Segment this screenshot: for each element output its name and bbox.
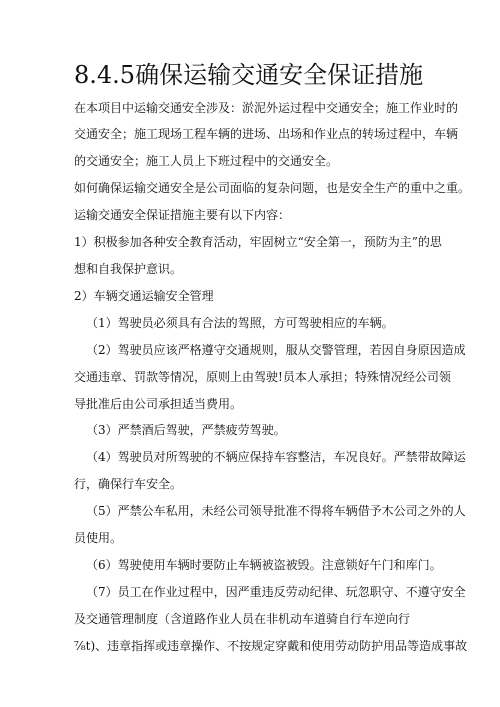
paragraph-line-6: 1）积极参加各种安全教育活动，牢固树立“安全第一，预防为主”的思 <box>74 235 442 249</box>
paragraph-line-1: 在本项目中运输交通安全涉及：淤泥外运过程中交通安全；施工作业时的 <box>74 101 459 115</box>
paragraph-line-7: 想和自我保护意识。 <box>74 262 183 276</box>
paragraph-line-10: （2）驾驶员应该严格遵守交通规则，服从交警管理，若因自身原因造成 <box>86 343 466 357</box>
paragraph-line-17: 员使用。 <box>74 531 123 545</box>
paragraph-line-21: ⅞t)、违章指挥或违章操作、不按规定穿戴和使用劳动防护用品等造成事故 <box>74 639 468 653</box>
paragraph-line-3: 的交通安全；施工人员上下班过程中的交通安全。 <box>74 154 339 168</box>
paragraph-line-19: （7）员工在作业过程中，因严重违反劳动纪律、玩忽职守、不遵守安全 <box>86 585 466 599</box>
paragraph-line-14: （4）驾驶员对所驾驶的不辆应保持车容整洁，车况良好。严禁带故障运 <box>86 450 466 464</box>
paragraph-line-20: 及交通管理制度（含道路作业人员在非机动车道骑自行车逆向行 <box>74 612 411 626</box>
paragraph-line-9: （1）驾驶员必须具有合法的驾照，方可驾驶相应的车辆。 <box>86 316 394 330</box>
paragraph-line-18: （6）驾驶使用车辆时要防止车辆被盗被毁。注意锁好午门和库门。 <box>86 558 442 572</box>
paragraph-line-5: 运输交通安全保证措施主要有以下内容： <box>74 208 291 222</box>
section-title: 8.4.5确保运输交通安全保证措施 <box>74 61 424 89</box>
paragraph-line-2: 交通安全；施工现场工程车辆的进场、出场和作业点的转场过程中，车辆 <box>74 127 459 141</box>
paragraph-line-12: 导批准后由公司承担适当费用。 <box>74 397 243 411</box>
paragraph-line-16: （5）严禁公车私用，未经公司领导批准不得将车辆借予木公司之外的人 <box>86 504 466 518</box>
paragraph-line-4: 如何确保运输交通安全是公司面临的复杂问题，也是安全生产的重中之重。 <box>74 181 471 195</box>
paragraph-line-8: 2）车辆交通运输安全管理 <box>74 289 214 303</box>
paragraph-line-15: 行，确保行车安全。 <box>74 477 183 491</box>
paragraph-line-13: （3）严禁酒后驾驶，严禁疲劳驾驶。 <box>86 423 286 437</box>
paragraph-line-11: 交通违章、罚款等情况，原则上由驾驶!员本人承担；特殊情况经公司领 <box>74 370 451 384</box>
